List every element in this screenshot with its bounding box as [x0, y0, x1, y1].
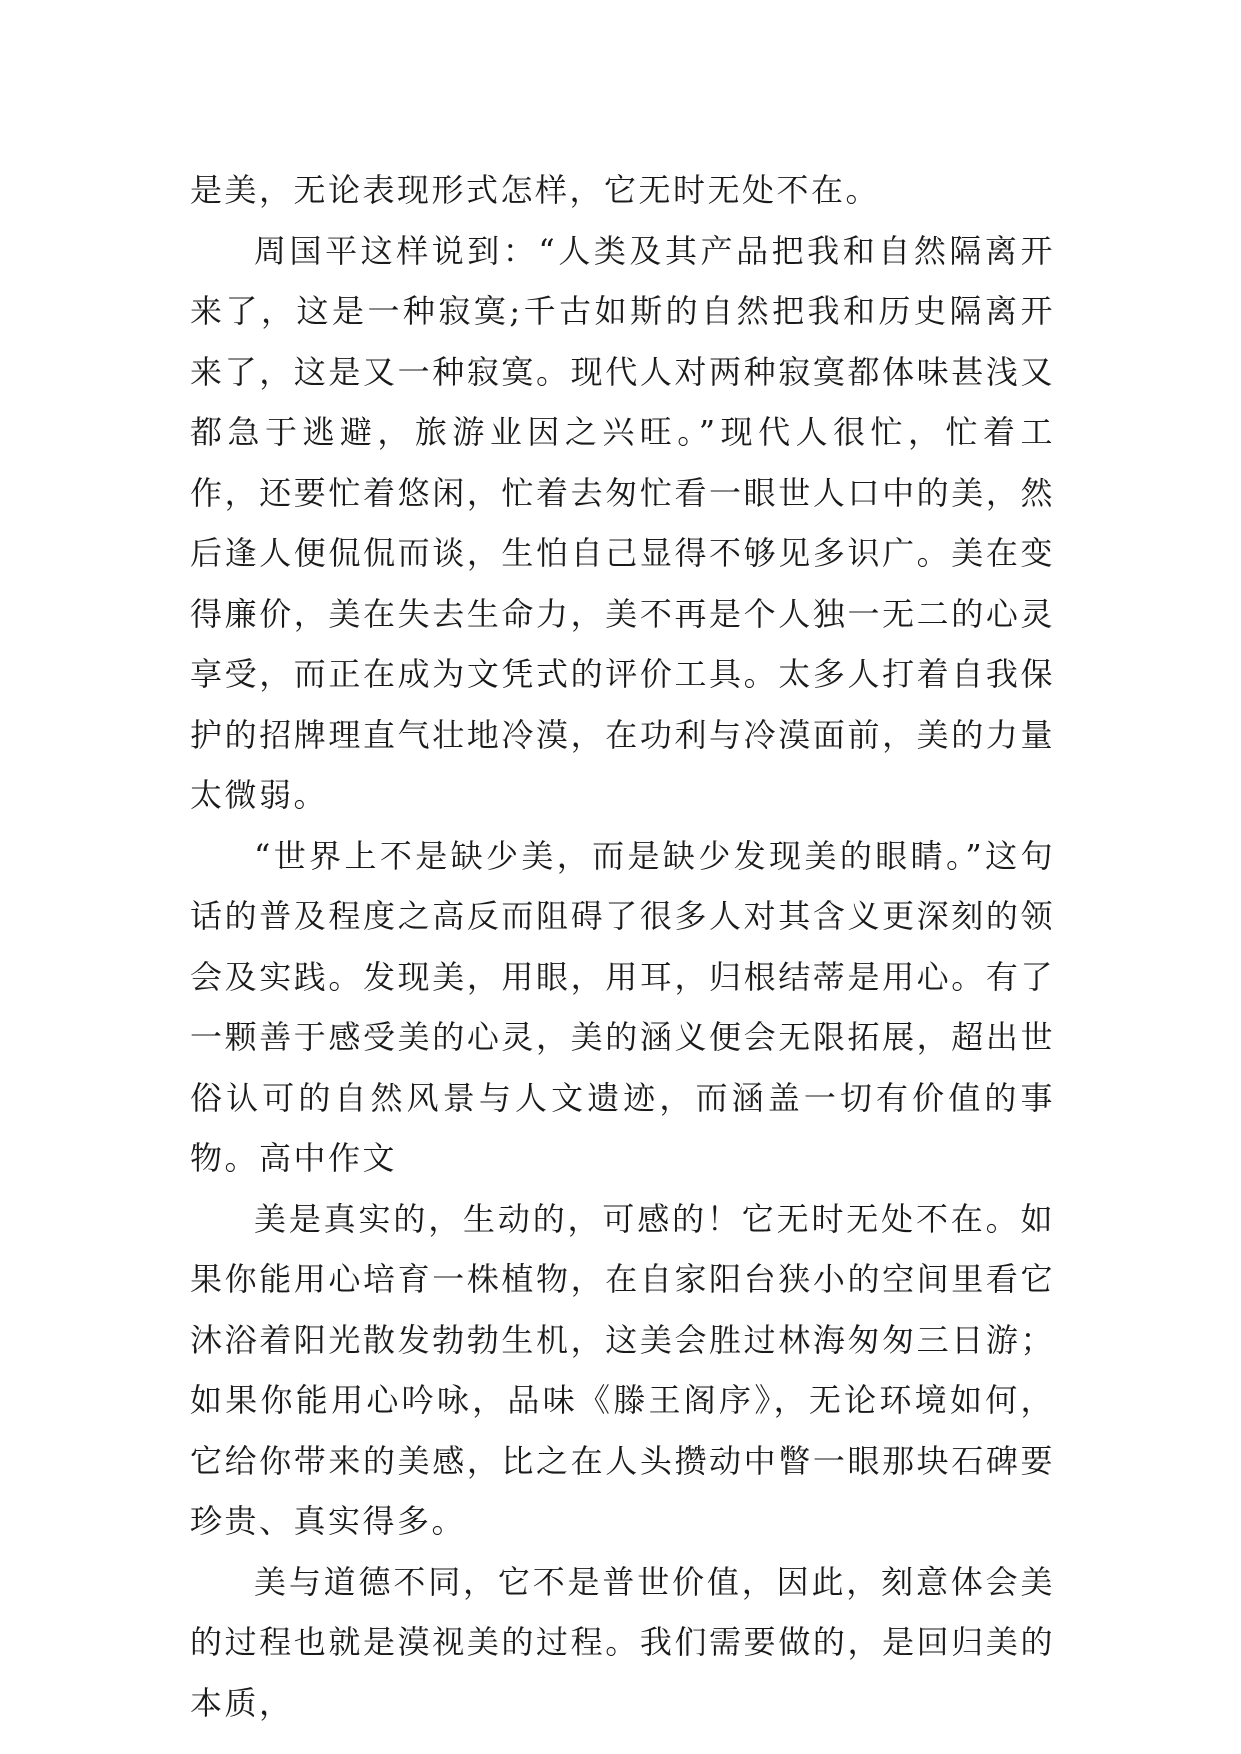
paragraph-continuation: 是美，无论表现形式怎样，它无时无处不在。 — [190, 171, 881, 209]
body-text — [190, 160, 1055, 1733]
paragraph: 周国平这样说到：“人类及其产品把我和自然隔离开来了，这是一种寂寞;千古如斯的自然把我和历史隔离开来了，这是又一种寂寞。现代人对两种寂寞都体味甚浅又都急于逃避，旅游业因之兴旺。”现代人很忙，忙着工作，还要忙着悠闲，忙着去匆忙看一眼世人口中的美，然后逢人便侃侃而谈，生怕自己显得不够见多识广。美在变得廉价，美在失去生命力，美不再是个人独一无二的心灵享受，而正在成为文凭式的评价工具。太多人打着自我保护的招牌理直气壮地冷漠，在功利与冷漠面前，美的力量太微弱。 — [190, 231, 1055, 814]
paragraph: 美与道德不同，它不是普世价值，因此，刻意体会美的过程也就是漠视美的过程。我们需要做的，是回归美的本质， — [190, 1562, 1055, 1722]
paragraph: 美是真实的，生动的，可感的！它无时无处不在。如果你能用心培育一株植物，在自家阳台狭小的空间里看它沐浴着阳光散发勃勃生机，这美会胜过林海匆匆三日游；如果你能用心吟咏，品味《滕王阁序》，无论环境如何，它给你带来的美感，比之在人头攒动中瞥一眼那块石碑要珍贵、真实得多。 — [190, 1199, 1055, 1540]
paragraph: “世界上不是缺少美，而是缺少发现美的眼睛。”这句话的普及程度之高反而阻碍了很多人对其含义更深刻的领会及实践。发现美，用眼，用耳，归根结蒂是用心。有了一颗善于感受美的心灵，美的涵义便会无限拓展，超出世俗认可的自然风景与人文遗迹，而涵盖一切有价值的事物。高中作文 — [190, 836, 1055, 1177]
